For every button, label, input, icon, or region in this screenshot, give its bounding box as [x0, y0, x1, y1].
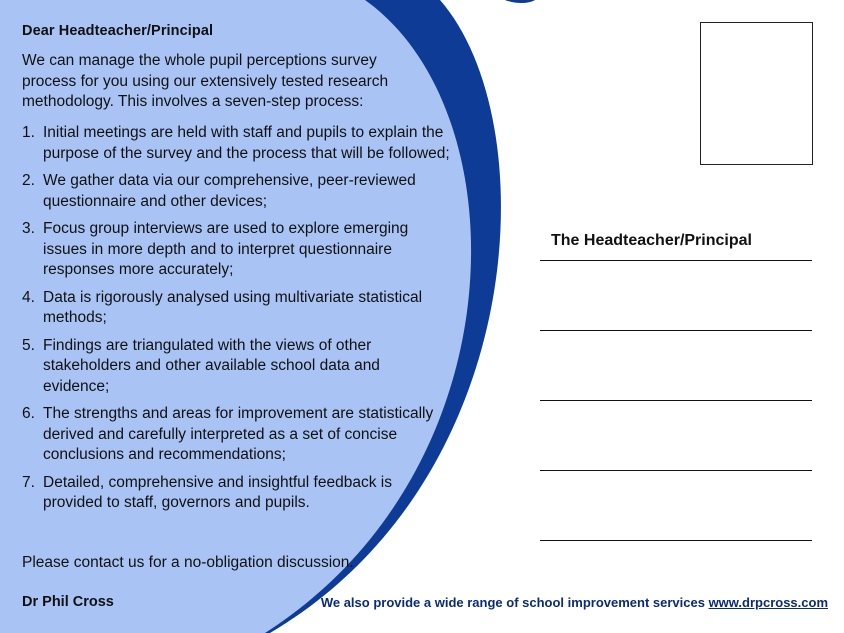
address-line — [540, 540, 812, 541]
step-number: 5. — [22, 336, 35, 354]
step-text: The strengths and areas for improvement are statistically derived and carefully interpreted as a set of concise conclusions and recommendations; — [43, 405, 434, 463]
top-arc-fragment — [505, 0, 535, 3]
step-number: 2. — [22, 172, 35, 189]
process-step — [22, 336, 418, 398]
step-text: Data is rigorously analysed using multivariate statistical methods; — [43, 288, 423, 326]
address-line — [540, 470, 812, 471]
address-line — [540, 330, 812, 331]
address-line — [540, 260, 812, 261]
stamp-box — [700, 22, 813, 165]
intro-paragraph: We can manage the whole pupil perceptions survey process for you using our extensively tested research methodology. This involves a seven-step process: — [22, 52, 389, 110]
footer-text: We also provide a wide range of school improvement services — [320, 595, 709, 610]
addressee-name: The Headteacher/Principal — [551, 232, 752, 249]
step-text: We gather data via our comprehensive, peer-reviewed questionnaire and other devices; — [43, 172, 416, 210]
closing-line: Please contact us for a no-obligation discussion. — [22, 554, 354, 571]
address-line — [540, 400, 812, 401]
step-text: Detailed, comprehensive and insightful feedback is provided to staff, governors and pupils. — [43, 473, 392, 511]
process-step — [22, 404, 438, 466]
signature: Dr Phil Cross — [22, 594, 114, 610]
letter-greeting: Dear Headteacher/Principal — [22, 23, 214, 39]
process-step — [22, 473, 418, 514]
step-text: Initial meetings are held with staff and pupils to explain the purpose of the survey and the process that will be followed; — [43, 124, 450, 162]
step-text: Findings are triangulated with the views of other stakeholders and other available school data and evidence; — [43, 336, 380, 395]
footer-note — [321, 595, 828, 610]
step-number: 6. — [22, 405, 35, 422]
website-link[interactable]: www.drpcross.com — [708, 595, 828, 610]
step-number: 3. — [22, 220, 35, 237]
process-step — [22, 219, 443, 281]
process-steps-list — [22, 123, 452, 514]
step-text: Focus group interviews are used to explore emerging issues in more depth and to interpret questionnaire responses more accurately; — [43, 220, 409, 278]
process-step — [22, 123, 453, 164]
step-number: 7. — [22, 473, 35, 491]
process-step — [22, 171, 453, 212]
step-number: 4. — [22, 288, 35, 306]
process-step — [22, 288, 458, 329]
step-number: 1. — [22, 124, 35, 141]
